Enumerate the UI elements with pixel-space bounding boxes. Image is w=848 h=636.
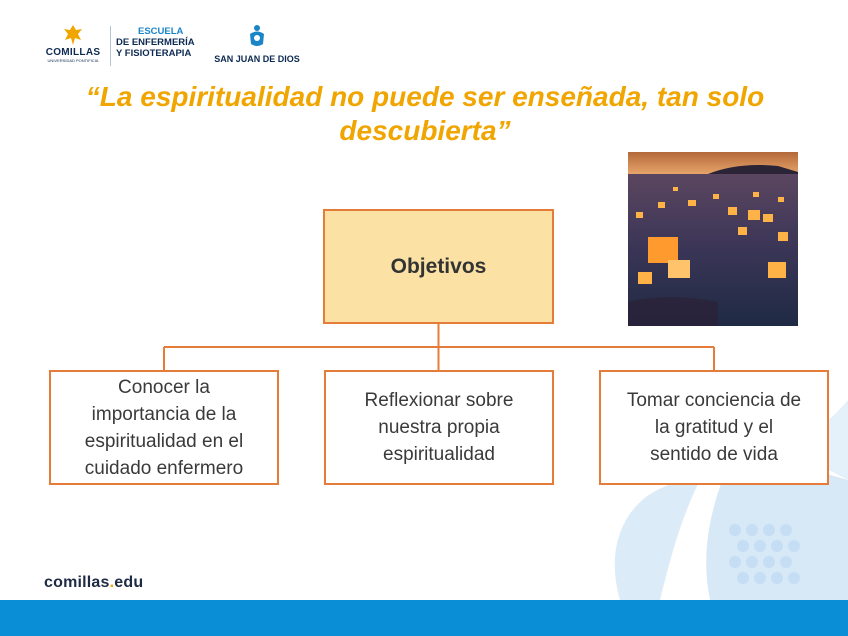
quote-title-line1: “La espiritualidad no puede ser enseñada, tan solo (85, 81, 765, 112)
objective-3-line2: la gratitud y el (654, 417, 774, 438)
objective-1-line2: importancia de la (91, 403, 237, 425)
objective-1-line3: espiritualidad en el (84, 430, 244, 452)
comillas-name: COMILLAS (45, 47, 101, 58)
quote-title-line2: descubierta” (339, 115, 511, 146)
objective-1-line1: Conocer la (118, 376, 210, 398)
objective-box-1 (49, 370, 279, 485)
footer-website (44, 574, 143, 592)
objective-box-3 (599, 370, 829, 485)
objective-3-line1: Tomar conciencia de (626, 390, 802, 411)
objectives-box (323, 209, 554, 324)
footer-url-prefix: comillas (44, 574, 110, 591)
footer-url-suffix: edu (114, 574, 144, 591)
objectives-label: Objetivos (390, 254, 487, 278)
comillas-subtitle: UNIVERSIDAD PONTIFICIA (47, 58, 99, 63)
objective-2-line2: nuestra propia (378, 417, 500, 438)
objective-2-line3: espiritualidad (383, 444, 495, 465)
sjd-name: SAN JUAN DE DIOS (214, 54, 300, 64)
escuela-line1: ESCUELA (138, 26, 184, 37)
escuela-line2: DE ENFERMERÍA (116, 37, 195, 48)
footer-url-dot: . (109, 574, 115, 591)
objective-3-line3: sentido de vida (650, 444, 778, 465)
objective-2-line1: Reflexionar sobre (364, 390, 514, 411)
footer-bar (0, 600, 848, 636)
escuela-line3: Y FISIOTERAPIA (116, 48, 192, 59)
objective-box-2 (324, 370, 554, 485)
objective-1-line4: cuidado enfermero (84, 457, 244, 479)
